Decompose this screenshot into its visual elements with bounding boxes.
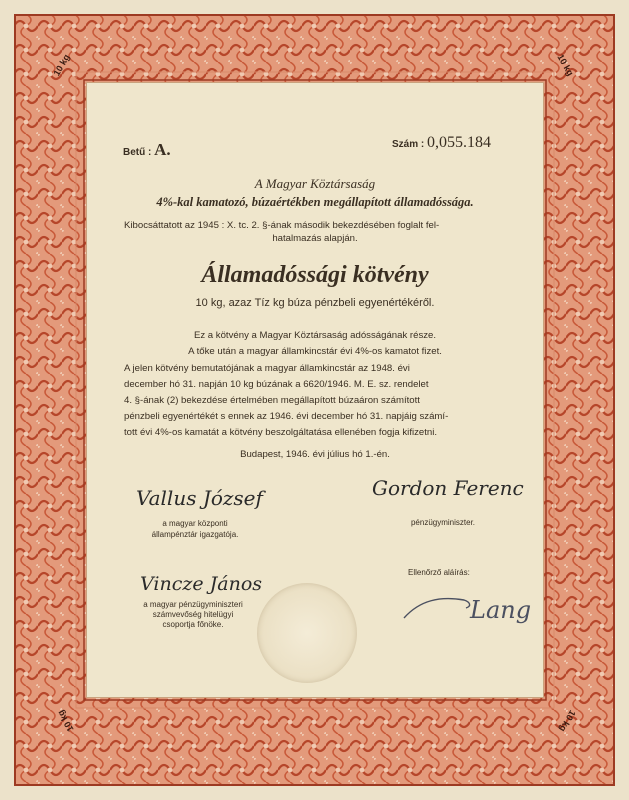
issued-line-2: hatalmazás alapján.: [272, 233, 358, 244]
corner-value-top-right: 10 kg: [555, 52, 576, 78]
series-field: Betű : A.: [123, 140, 171, 159]
control-signature-label: Ellenőrző aláírás:: [408, 568, 470, 577]
number-field: Szám : 0,055.184: [392, 134, 492, 151]
signer-title-left-top-2: állampénztár igazgatója.: [151, 530, 239, 539]
issued-line-1: Kibocsáttatott az 1945 : X. tc. 2. §-ának második bekezdésében foglalt fel-: [124, 220, 440, 231]
corner-value-top-left: 10 kg: [51, 52, 72, 78]
signer-title-left-top-1: a magyar központi: [162, 519, 228, 528]
corner-value-bottom-left: 10 kg: [55, 708, 76, 734]
signer-title-right-top: pénzügyminiszter.: [410, 518, 476, 527]
certificate-subtitle: 10 kg, azaz Tíz kg búza pénzbeli egyenértékéről.: [195, 297, 435, 309]
body-line-5: 4. §-ának (2) bekezdése értelmében megállapított búzaáron számított: [124, 395, 420, 406]
signature-right-top: Gordon Ferenc: [372, 476, 524, 500]
signature-control: Lang: [470, 596, 532, 624]
body-line-4: december hó 31. napján 10 kg búzának a 6620/1946. M. E. sz. rendelet: [124, 379, 429, 390]
place-date: Budapest, 1946. évi július hó 1.-én.: [240, 449, 390, 460]
signer-title-left-bottom-1: a magyar pénzügyminiszteri: [143, 600, 243, 609]
certificate-title: Államadóssági kötvény: [201, 262, 429, 288]
issuer-line-2: 4%-kal kamatozó, búzaértékben megállapított államadóssága.: [156, 195, 474, 209]
signature-left-bottom: Vincze János: [140, 573, 263, 595]
body-line-1: Ez a kötvény a Magyar Köztársaság adósságának része.: [193, 330, 437, 341]
embossed-seal: [257, 583, 357, 683]
signature-left-top: Vallus József: [136, 486, 263, 510]
issuer-line-1: A Magyar Köztársaság: [254, 176, 376, 191]
signer-title-left-bottom-2: számvevőség hitelügyi: [152, 610, 234, 619]
body-line-7: tott évi 4%-os kamatát a kötvény beszolgáltatása ellenében fogja kifizetni.: [124, 427, 438, 438]
signature-control-flourish: [400, 590, 480, 626]
body-line-2: A tőke után a magyar államkincstár évi 4%-os kamatot fizet.: [188, 346, 442, 357]
corner-value-bottom-right: 10 kg: [557, 708, 578, 734]
body-line-6: pénzbeli egyenértékét s ennek az 1946. évi december hó 31. napjáig számí-: [124, 411, 449, 422]
signer-title-left-bottom-3: csoportja főnöke.: [162, 620, 224, 629]
body-line-3: A jelen kötvény bemutatójának a magyar államkincstár az 1948. évi: [124, 363, 410, 374]
